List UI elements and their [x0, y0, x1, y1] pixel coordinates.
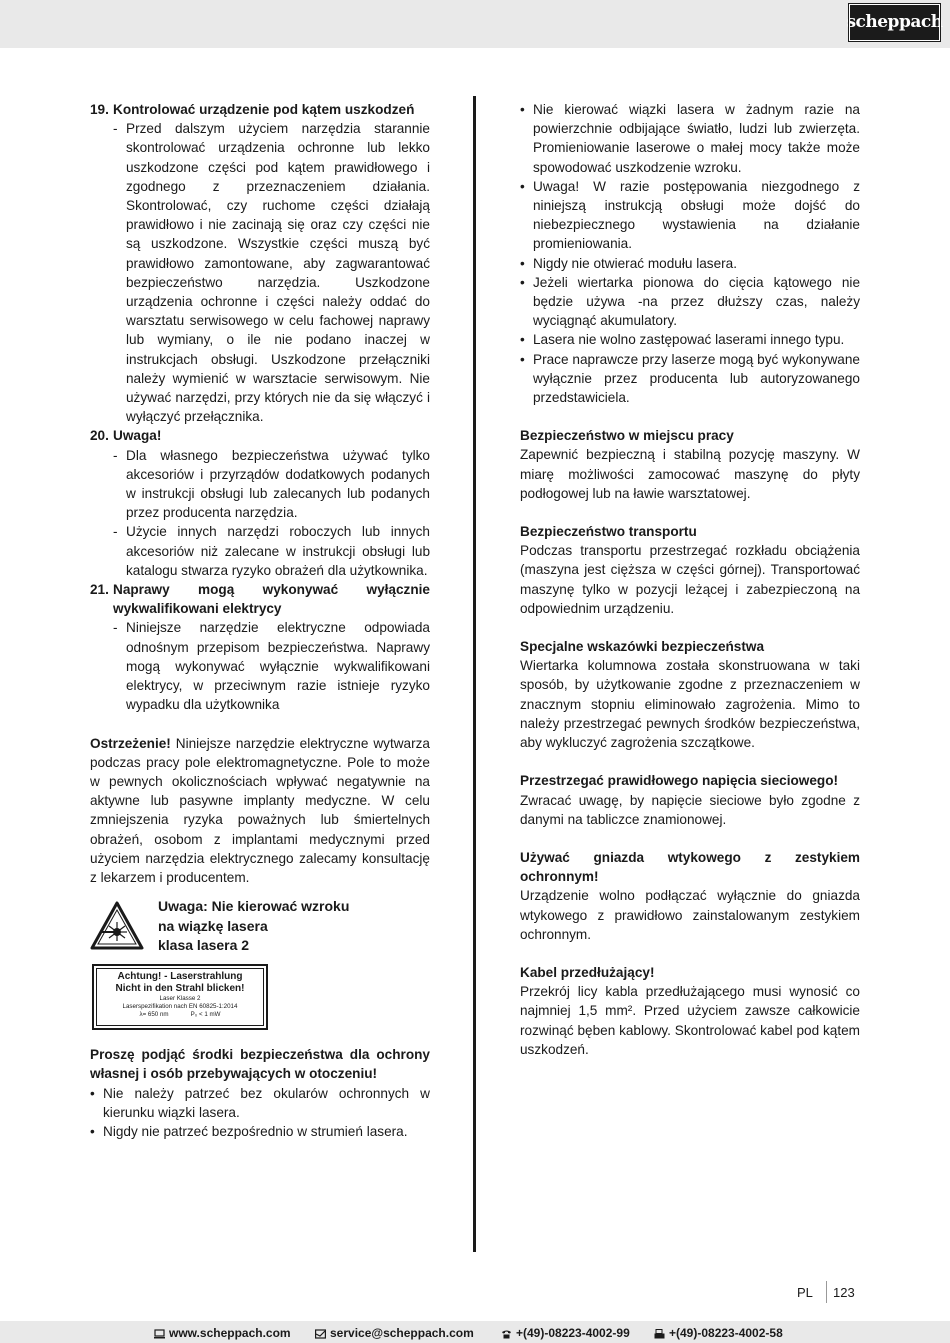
item-21-heading: 21. Naprawy mogą wykonywać wyłącznie wykwalifikowani elektrycy	[90, 582, 430, 617]
item-19-heading: 19. Kontrolować urządzenie pod kątem uszkodzeń	[90, 102, 415, 117]
phone-number[interactable]: +(49)-08223-4002-99	[516, 1326, 630, 1340]
section-heading-workplace: Bezpieczeństwo w miejscu pracy	[520, 428, 734, 444]
item-20-text-2: - Użycie innych narzędzi roboczych lub innych akcesoriów niż zalecane w instrukcji obsługi lub katalogu stwarza ryzyko obrażeń dla użytkownika.	[113, 524, 430, 578]
emf-warning-paragraph: Ostrzeżenie! Niniejsze narzędzie elektryczne wytwarza podczas pracy pole elektromagnetyczne. Pole to może w pewnych okolicznościach wpływać negatywnie na aktywne lub pasywne implanty medyczne. W celu zmniejszenia ryzyka poważnych lub śmiertelnych obrażeń, osobom z implantami medycznymi przed użyciem narzędzia elektrycznego zalecamy konsultację z lekarzem i producentem.	[90, 735, 430, 885]
footer-divider	[826, 1281, 827, 1303]
laser-bullet-4: • Jeżeli wiertarka pionowa do cięcia kątowego nie będzie używa -na przez dłuższy czas, należy wyciągnąć akumulatory.	[520, 274, 860, 329]
column-divider	[473, 96, 476, 1252]
section-body-extension-cable: Przekrój licy kabla przedłużającego musi wynosić co najmniej 1,5 mm². Przed użyciem zawsze całkowicie rozwinąć bęben kablowy. Skontrolować kabel pod kątem uszkodzeń.	[520, 984, 860, 1057]
protection-bullet-2: • Nigdy nie patrzeć bezpośrednio w strumień lasera.	[90, 1123, 408, 1139]
item-20-text-1: - Dla własnego bezpieczeństwa używać tylko akcesoriów i przyrządów dodatkowych podanych w instrukcji obsługi lub zalecanych lub podanych przez producenta narzędzia.	[113, 447, 430, 521]
item-20-heading: 20. Uwaga!	[90, 428, 162, 444]
contact-bar	[0, 1321, 950, 1343]
section-body-voltage: Zwracać uwagę, by napięcie sieciowe było zgodne z danymi na tabliczce znamionowej.	[520, 792, 860, 827]
laser-label: Achtung! - Laserstrahlung Nicht in den Strahl blicken! Laser Klasse 2 Laserspezifikation nach EN 60825-1:2014 λ= 650 nm P₀ < 1 mW	[92, 964, 268, 1030]
section-body-socket: Urządzenie wolno podłączać wyłącznie do gniazda wtykowego z prawidłowo zainstalowanym zestykiem ochronnym.	[520, 888, 860, 942]
header-bar	[0, 0, 950, 48]
laser-bullet-1: • Nie kierować wiązki lasera w żadnym razie na powierzchnie odbijające światło, ludzi lub zwierzęta. Promieniowanie laserowe o małej mocy także może spowodować uszkodzenie wzroku.	[520, 102, 860, 175]
laser-bullet-6: • Prace naprawcze przy laserze mogą być wykonywane wyłącznie przez producenta lub autoryzowanego przedstawiciela.	[520, 351, 860, 406]
language-code: PL	[797, 1285, 813, 1300]
website-link[interactable]: www.scheppach.com	[169, 1326, 291, 1340]
section-heading-voltage: Przestrzegać prawidłowego napięcia sieciowego!	[520, 773, 839, 789]
email-contact	[315, 1324, 474, 1343]
fax-contact	[654, 1324, 783, 1343]
fax-icon	[654, 1329, 665, 1339]
left-column	[90, 100, 430, 1141]
protection-heading: Proszę podjąć środki bezpieczeństwa dla ochrony własnej i osób przebywających w otoczeniu!	[90, 1047, 430, 1082]
phone-contact	[501, 1324, 630, 1343]
section-heading-socket: Używać gniazda wtykowego z zestykiem ochronnym!	[520, 849, 860, 885]
laser-bullet-3: • Nigdy nie otwierać modułu lasera.	[520, 255, 738, 271]
section-heading-transport: Bezpieczeństwo transportu	[520, 524, 697, 540]
section-heading-special: Specjalne wskazówki bezpieczeństwa	[520, 639, 765, 655]
section-body-special: Wiertarka kolumnowa została skonstruowana w taki sposób, by użytkowanie zgodne z przeznaczeniem w znacznym stopniu eliminowało zagrożenia. Mimo to należy przestrzegać pewnych środków bezpieczeństwa, aby wykluczyć zagrożenia szczątkowe.	[520, 658, 860, 751]
section-heading-extension-cable: Kabel przedłużający!	[520, 964, 655, 980]
email-icon	[315, 1329, 326, 1339]
email-link[interactable]: service@scheppach.com	[330, 1326, 474, 1340]
item-19-text: - Przed dalszym użyciem narzędzia starannie skontrolować urządzenia ochronne lub lekko uszkodzone części pod kątem prawidłowego i zgodnego z przeznaczeniem działania. Skontrolować, czy ruchome części działają prawidłowo i nie zacinają się oraz czy części nie są uszkodzone. Wszystkie części muszą być prawidłowo zamontowane, aby zagwarantować bezpieczeństwo narzędzia. Uszkodzone urządzenia ochronne i części należy oddać do warsztatu serwisowego w celu fachowej naprawy lub wymiany, o ile nie podano inaczej w instrukcjach obsługi. Uszkodzone przełączniki należy wymienić w warsztacie serwisowym. Nie używać narzędzi, przy których nie da się włączyć i wyłączyć przełącznika.	[113, 121, 430, 425]
computer-icon	[154, 1329, 165, 1339]
item-21-text: - Niniejsze narzędzie elektryczne odpowiada odnośnym przepisom bezpieczeństwa. Naprawy mogą wykonywać wyłącznie wykwalifikowani elektrycy, w przeciwnym razie istnieje ryzyko wypadku dla użytkownika	[113, 620, 430, 713]
website-contact	[154, 1324, 291, 1343]
brand-logo: scheppach	[849, 4, 940, 41]
laser-class-title: Uwaga: Nie kierować wzroku na wiązkę lasera klasa lasera 2	[158, 898, 350, 954]
laser-bullet-5: • Lasera nie wolno zastępować laserami innego typu.	[520, 332, 845, 348]
right-column	[520, 100, 860, 1059]
laser-hazard-icon	[90, 901, 144, 951]
section-body-transport: Podczas transportu przestrzegać rozkładu obciążenia (maszyna jest cięższa w części górnej). Transportować maszynę tylko w pozycji leżącej i zabezpieczoną na odpowiednim urządzeniu.	[520, 543, 860, 616]
laser-warning-block	[90, 897, 430, 1045]
page-number: 123	[833, 1285, 855, 1300]
section-body-workplace: Zapewnić bezpieczną i stabilną pozycję maszyny. W miarę możliwości zamocować maszynę do płyty podłogowej lub na ławie warsztatowej.	[520, 447, 860, 501]
fax-number: +(49)-08223-4002-58	[669, 1326, 783, 1340]
phone-icon	[501, 1329, 512, 1339]
laser-bullet-2: • Uwaga! W razie postępowania niezgodnego z niniejszą instrukcją obsługi może dojść do niebezpiecznego wystawienia na działanie promieniowania.	[520, 178, 860, 252]
protection-bullet-1: • Nie należy patrzeć bez okularów ochronnych w kierunku wiązki lasera.	[90, 1085, 430, 1120]
